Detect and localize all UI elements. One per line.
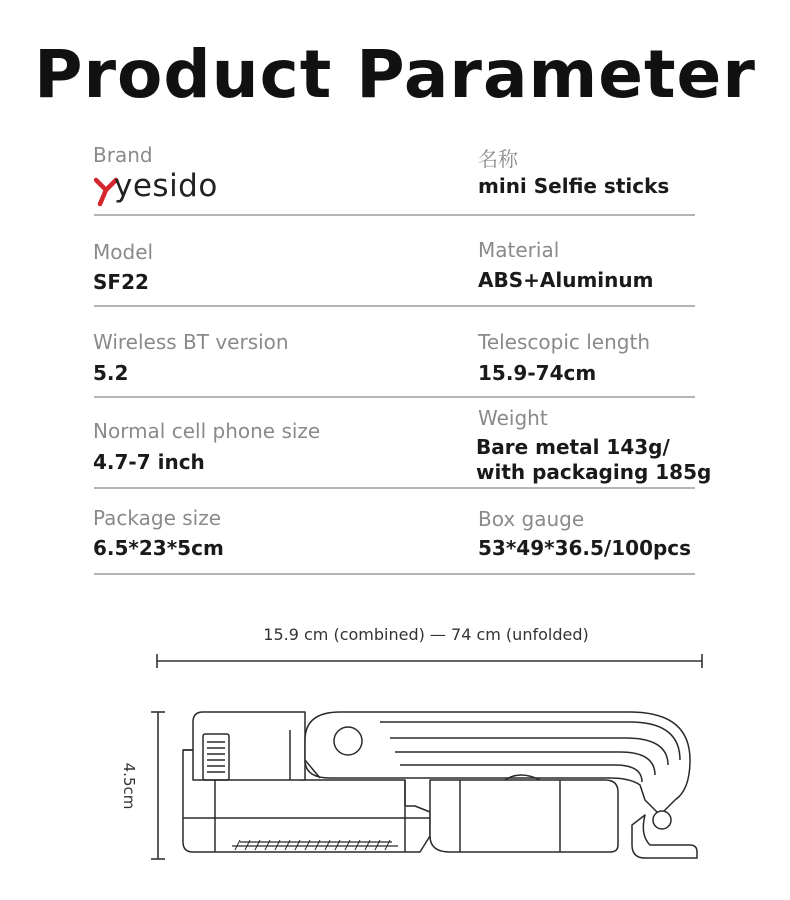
weight-value-line2: with packaging 185g [476,460,712,484]
height-dimension-line [151,712,165,859]
selfie-stick-outline [183,712,697,858]
phone-size-value: 4.7-7 inch [93,450,205,474]
page-title: Product Parameter [34,36,756,113]
bt-version-value: 5.2 [93,361,129,385]
box-gauge-label: Box gauge [478,507,585,531]
brand-label: Brand [93,143,153,167]
material-value: ABS+Aluminum [478,268,654,292]
brand-value: yesido [114,168,218,204]
name-value: mini Selfie sticks [478,174,670,198]
weight-label: Weight [478,406,548,430]
package-size-label: Package size [93,506,222,530]
bt-version-label: Wireless BT version [93,330,289,354]
telescopic-length-label: Telescopic length [478,330,650,354]
telescopic-length-value: 15.9-74cm [478,361,597,385]
package-size-value: 6.5*23*5cm [93,536,224,560]
model-value: SF22 [93,270,149,294]
phone-size-label: Normal cell phone size [93,419,321,443]
weight-value-line1: Bare metal 143g/ [476,435,670,459]
model-label: Model [93,240,154,264]
height-dimension-label: 4.5cm [120,762,138,810]
material-label: Material [478,238,560,262]
length-dimension-line [157,654,702,668]
box-gauge-value: 53*49*36.5/100pcs [478,536,692,560]
name-label: 名称 [478,147,518,171]
length-dimension-label: 15.9 cm (combined) — 74 cm (unfolded) [263,625,589,644]
